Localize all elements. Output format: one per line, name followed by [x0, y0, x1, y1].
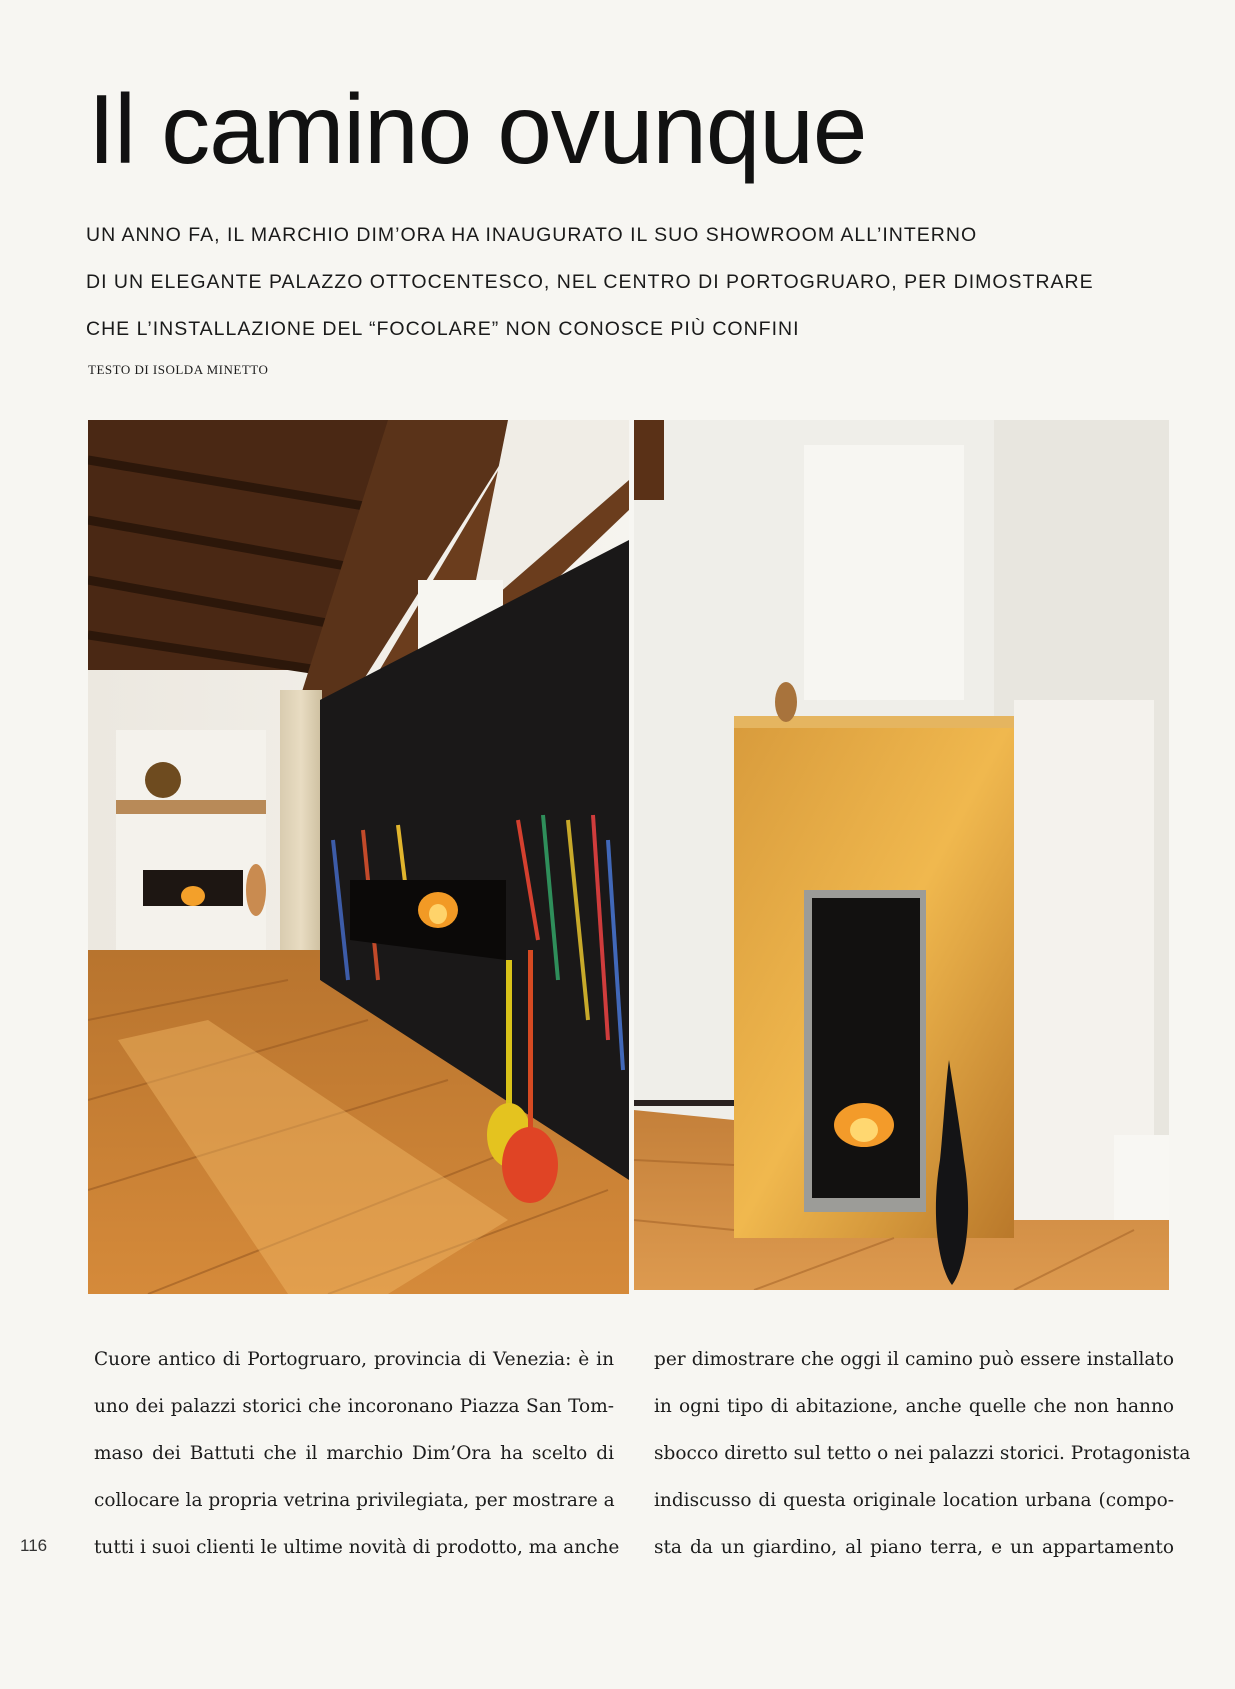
body-line: sta da un giardino, al piano terra, e un appartamento	[654, 1537, 1174, 1558]
deck-line: DI UN ELEGANTE PALAZZO OTTOCENTESCO, NEL CENTRO DI PORTOGRUARO, PER DIMOSTRARE	[86, 271, 1094, 293]
body-line: tutti i suoi clienti le ultime novità di prodotto, ma anche	[94, 1537, 620, 1558]
body-line: uno dei palazzi storici che incoronano Piazza San Tom-	[94, 1396, 614, 1417]
body-line: maso dei Battuti che il marchio Dim’Ora ha scelto di	[94, 1443, 614, 1464]
body-column-right	[654, 1336, 1191, 1571]
photo-gold-fireplace	[634, 420, 1169, 1290]
body-line: Cuore antico di Portogruaro, provincia di Venezia: è in	[94, 1349, 614, 1370]
body-line: collocare la propria vetrina privilegiata, per mostrare a	[94, 1490, 615, 1511]
body-column-left	[94, 1336, 620, 1571]
photo-black-fireplace	[88, 420, 629, 1294]
body-line: per dimostrare che oggi il camino può essere installato	[654, 1349, 1174, 1370]
byline: TESTO DI ISOLDA MINETTO	[88, 362, 269, 377]
body-line: indiscusso di questa originale location urbana (compo-	[654, 1490, 1174, 1511]
article-title: Il camino ovunque	[88, 74, 867, 184]
page-number: 116	[20, 1536, 48, 1555]
deck-line: CHE L’INSTALLAZIONE DEL “FOCOLARE” NON CONOSCE PIÙ CONFINI	[86, 318, 800, 340]
body-line: in ogni tipo di abitazione, anche quelle che non hanno	[654, 1396, 1174, 1417]
article-deck	[86, 212, 1166, 353]
deck-line: UN ANNO FA, IL MARCHIO DIM’ORA HA INAUGURATO IL SUO SHOWROOM ALL’INTERNO	[86, 224, 978, 246]
body-line: sbocco diretto sul tetto o nei palazzi storici. Protagonista	[654, 1443, 1191, 1464]
